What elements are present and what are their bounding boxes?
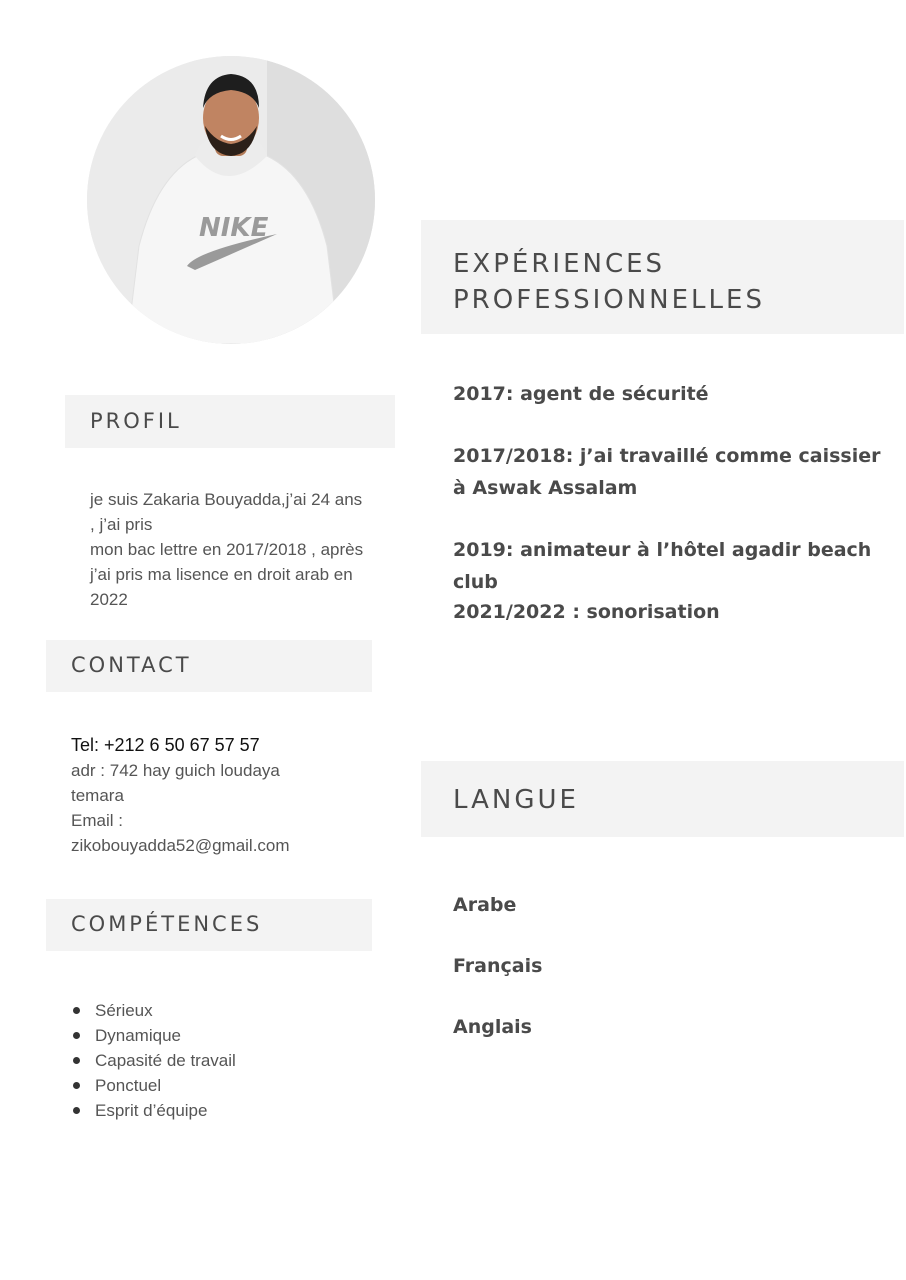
competences-list <box>72 998 236 1123</box>
bullet-icon <box>73 1082 80 1089</box>
contact-email-label: Email : <box>71 811 123 830</box>
contact-address-line2: temara <box>71 786 124 805</box>
langue-title: LANGUE <box>453 785 579 815</box>
language-item: Français <box>453 955 543 977</box>
experiences-title <box>453 246 765 318</box>
portrait-illustration <box>87 56 375 344</box>
experiences-title-line1: EXPÉRIENCES <box>453 249 666 279</box>
contact-email[interactable]: zikobouyadda52@gmail.com <box>71 836 290 855</box>
skill-label: Esprit d’équipe <box>95 1101 208 1120</box>
language-item: Arabe <box>453 894 517 916</box>
profil-line: je suis Zakaria Bouyadda,j’ai 24 ans <box>90 490 363 509</box>
list-item <box>72 1098 236 1123</box>
skill-label: Dynamique <box>95 1026 181 1045</box>
list-item <box>72 1048 236 1073</box>
profil-line: mon bac lettre en 2017/2018 , après <box>90 540 364 559</box>
list-item <box>72 1073 236 1098</box>
experience-item: 2017/2018: j’ai travaillé comme caissier à Aswak Assalam <box>453 445 881 499</box>
experiences-title-line2: PROFESSIONNELLES <box>453 285 765 315</box>
skill-label: Sérieux <box>95 1001 153 1020</box>
experience-item: 2017: agent de sécurité <box>453 383 709 405</box>
language-item: Anglais <box>453 1016 532 1038</box>
bullet-icon <box>73 1057 80 1064</box>
contact-address-line1: adr : 742 hay guich loudaya <box>71 761 280 780</box>
contact-title: CONTACT <box>71 653 192 677</box>
skill-label: Ponctuel <box>95 1076 162 1095</box>
contact-details <box>71 733 391 858</box>
profil-text <box>90 487 380 612</box>
contact-tel[interactable]: Tel: +212 6 50 67 57 57 <box>71 735 260 755</box>
list-item <box>72 998 236 1023</box>
competences-title: COMPÉTENCES <box>71 912 263 936</box>
experience-item: 2019: animateur à l’hôtel agadir beach club <box>453 539 872 593</box>
profil-line: , j’ai pris <box>90 515 153 534</box>
profil-line: 2022 <box>90 590 128 609</box>
skill-label: Capasité de travail <box>95 1051 236 1070</box>
profil-title: PROFIL <box>90 409 182 433</box>
list-item <box>72 1023 236 1048</box>
shirt-logo: NIKE <box>199 213 269 243</box>
bullet-icon <box>73 1007 80 1014</box>
experience-item: 2021/2022 : sonorisation <box>453 601 720 623</box>
bullet-icon <box>73 1032 80 1039</box>
profil-line: j’ai pris ma lisence en droit arab en <box>90 565 353 584</box>
bullet-icon <box>73 1107 80 1114</box>
profile-photo <box>87 56 375 344</box>
